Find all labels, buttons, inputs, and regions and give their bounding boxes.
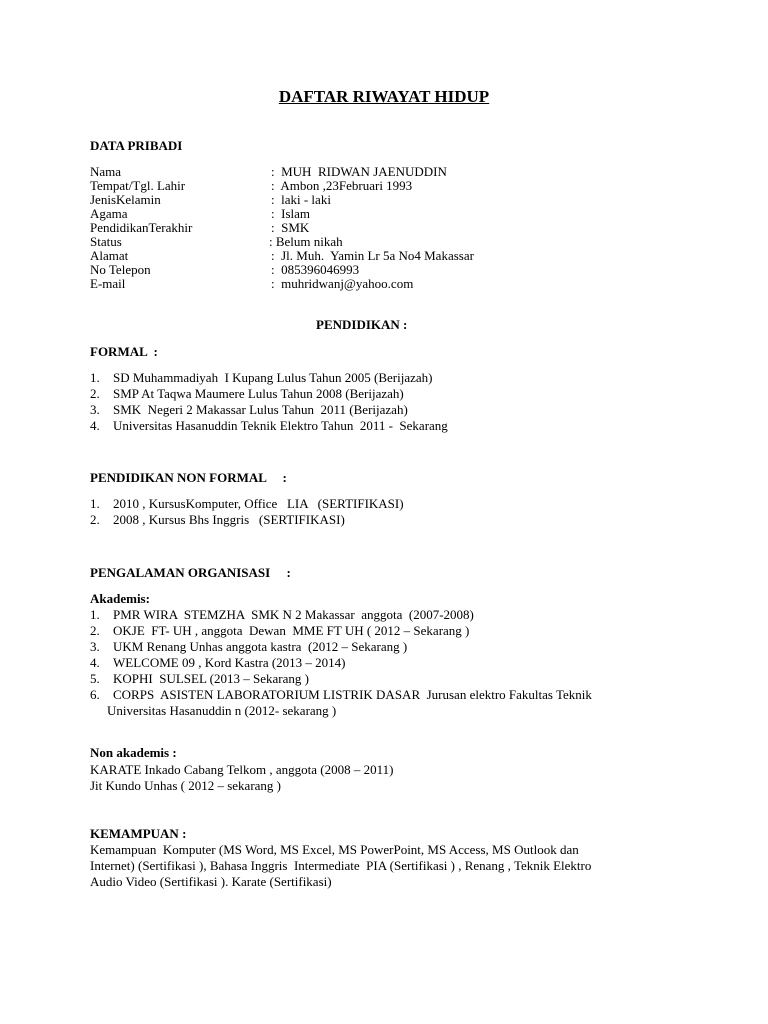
list-item [90, 371, 432, 385]
list-number: 4. [90, 655, 100, 670]
list-item [90, 656, 346, 670]
personal-data-label: No Telepon [90, 262, 151, 277]
list-text: OKJE FT- UH , anggota Dewan MME FT UH ( 2012 – Sekarang ) [113, 623, 470, 638]
nonformal-heading: PENDIDIKAN NON FORMAL : [90, 470, 287, 485]
personal-data-value: : MUH RIDWAN JAENUDDIN [271, 164, 447, 179]
pendidikan-heading: PENDIDIKAN : [316, 317, 408, 332]
organisasi-heading: PENGALAMAN ORGANISASI : [90, 565, 291, 580]
personal-data-value: : muhridwanj@yahoo.com [271, 276, 414, 291]
list-text: SMP At Taqwa Maumere Lulus Tahun 2008 (Berijazah) [113, 386, 404, 401]
list-text: UKM Renang Unhas anggota kastra (2012 – Sekarang ) [113, 639, 408, 654]
personal-data-label: PendidikanTerakhir [90, 220, 193, 235]
list-item [90, 387, 404, 401]
document-title: DAFTAR RIWAYAT HIDUP [278, 87, 490, 106]
list-text: SD Muhammadiyah I Kupang Lulus Tahun 2005 (Berijazah) [113, 370, 433, 385]
kemampuan-line: Internet) (Sertifikasi ), Bahasa Inggris Intermediate PIA (Sertifikasi ) , Renang , Teknik Elektro [90, 858, 592, 873]
personal-data-label: Tempat/Tgl. Lahir [90, 178, 186, 193]
personal-data-label: Status [90, 234, 122, 249]
personal-data-value: : SMK [271, 220, 310, 235]
list-text: SMK Negeri 2 Makassar Lulus Tahun 2011 (Berijazah) [113, 402, 408, 417]
personal-data-value: : Islam [271, 206, 310, 221]
personal-data-value: : laki - laki [271, 192, 331, 207]
kemampuan-heading: KEMAMPUAN : [90, 826, 187, 841]
list-number: 1. [90, 370, 100, 385]
list-number: 2. [90, 512, 100, 527]
list-number: 5. [90, 671, 100, 686]
personal-data-label: Agama [90, 206, 128, 221]
list-text: WELCOME 09 , Kord Kastra (2013 – 2014) [113, 655, 346, 670]
list-item [90, 419, 448, 433]
list-item-continuation: Universitas Hasanuddin n (2012- sekarang ) [107, 703, 337, 718]
personal-data-label: JenisKelamin [90, 192, 161, 207]
list-item [90, 624, 469, 638]
list-item [90, 497, 404, 511]
list-item [90, 640, 407, 654]
list-number: 3. [90, 402, 100, 417]
list-number: 2. [90, 623, 100, 638]
list-text: 2010 , KursusKomputer, Office LIA (SERTIFIKASI) [113, 496, 404, 511]
personal-data-value: : Ambon ,23Februari 1993 [271, 178, 413, 193]
list-number: 6. [90, 687, 100, 702]
list-item [90, 513, 345, 527]
list-text: 2008 , Kursus Bhs Inggris (SERTIFIKASI) [113, 512, 345, 527]
list-text: Universitas Hasanuddin Teknik Elektro Tahun 2011 - Sekarang [113, 418, 448, 433]
kemampuan-line: Kemampuan Komputer (MS Word, MS Excel, MS PowerPoint, MS Access, MS Outlook dan [90, 842, 579, 857]
formal-heading: FORMAL : [90, 344, 158, 359]
personal-data-value: : Belum nikah [269, 234, 343, 249]
non-akademis-line: Jit Kundo Unhas ( 2012 – sekarang ) [90, 778, 281, 793]
data-pribadi-heading: DATA PRIBADI [90, 138, 183, 153]
non-akademis-heading: Non akademis : [90, 745, 177, 760]
list-text: KOPHI SULSEL (2013 – Sekarang ) [113, 671, 309, 686]
list-item [90, 403, 408, 417]
personal-data-label: Nama [90, 164, 122, 179]
list-item [90, 672, 309, 686]
non-akademis-line: KARATE Inkado Cabang Telkom , anggota (2008 – 2011) [90, 762, 394, 777]
personal-data-label: Alamat [90, 248, 129, 263]
list-text: PMR WIRA STEMZHA SMK N 2 Makassar anggota (2007-2008) [113, 607, 474, 622]
list-number: 3. [90, 639, 100, 654]
list-item [90, 688, 592, 702]
personal-data-value: : Jl. Muh. Yamin Lr 5a No4 Makassar [271, 248, 474, 263]
list-number: 1. [90, 607, 100, 622]
list-number: 1. [90, 496, 100, 511]
akademis-heading: Akademis: [90, 591, 150, 606]
list-item [90, 608, 474, 622]
list-text: CORPS ASISTEN LABORATORIUM LISTRIK DASAR Jurusan elektro Fakultas Teknik [113, 687, 592, 702]
personal-data-value: : 085396046993 [271, 262, 360, 277]
personal-data-label: E-mail [90, 276, 126, 291]
list-number: 4. [90, 418, 100, 433]
kemampuan-line: Audio Video (Sertifikasi ). Karate (Sertifikasi) [90, 874, 332, 889]
list-number: 2. [90, 386, 100, 401]
